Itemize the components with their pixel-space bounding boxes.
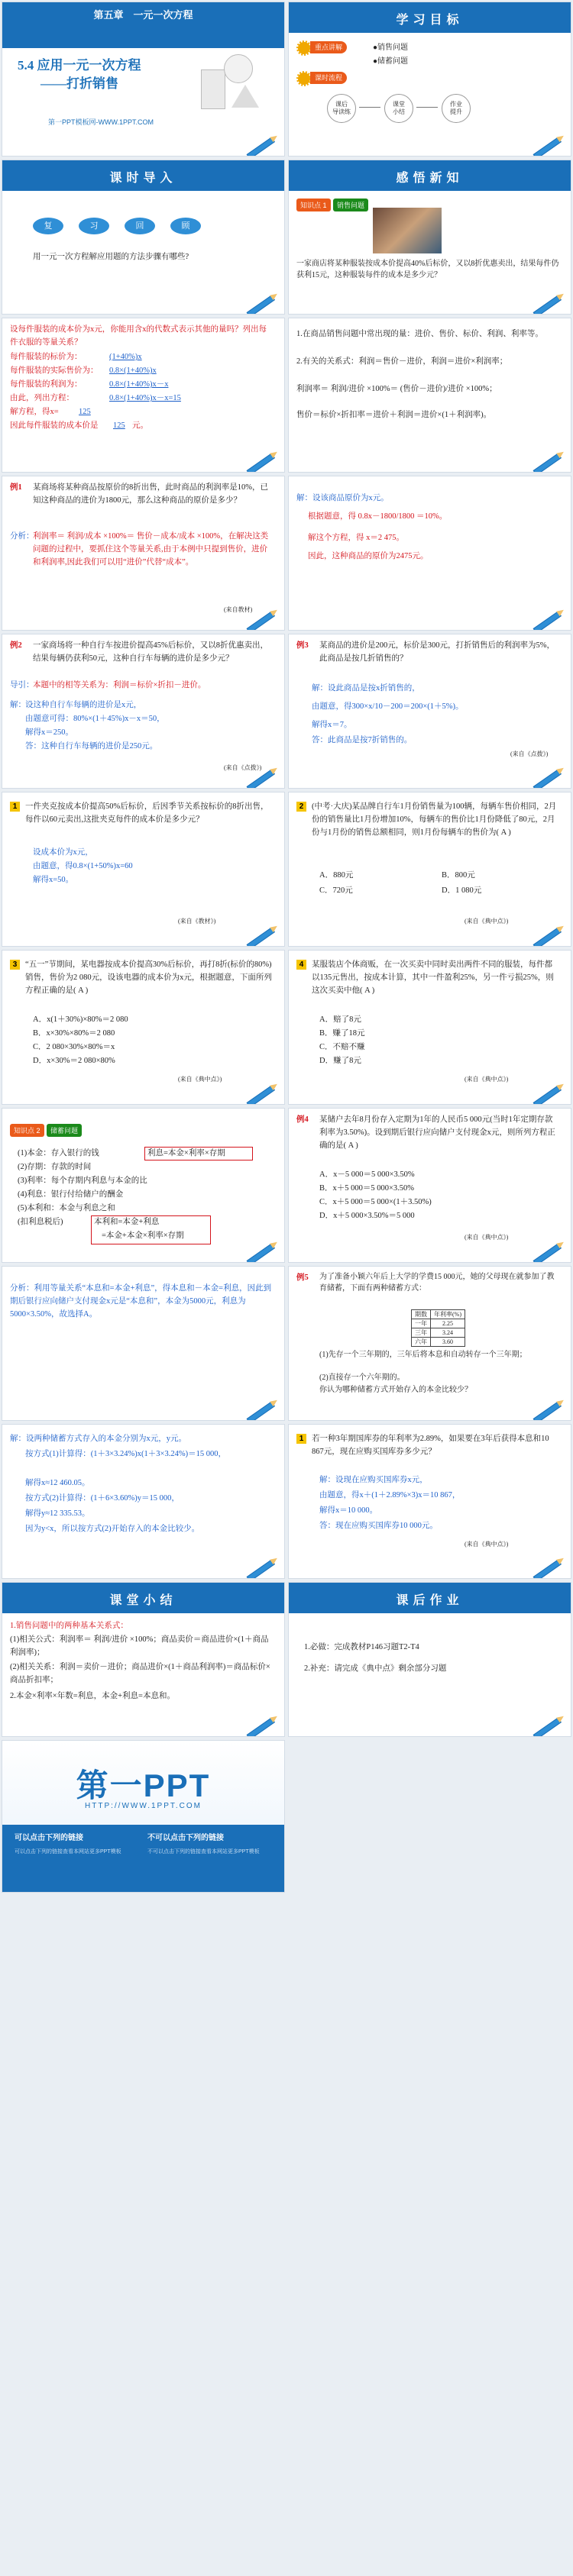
practice-question: 若一种3年期国库券的年利率为2.89%，如果要在3年后获得本息和10 867元，现在应购买国库券多少元？: [312, 1435, 549, 1456]
slide-header-title: 课后作业: [396, 1594, 464, 1607]
summary-line-1: 1.销售问题中的两种基本关系式：: [10, 1622, 128, 1630]
pencil-icon: [531, 922, 567, 947]
option-c: C．720元: [319, 886, 353, 895]
pencil-icon: [244, 131, 280, 157]
practice-question: 某服装店个体商贩，在一次买卖中同时卖出两件不同的服装，每件都以135元售出，按成本计算，其中一件盈利25%，另一件亏损25%，则这次买卖中他( A ): [312, 960, 554, 995]
term-total: (5)本利和：本金与利息之和: [18, 1204, 115, 1212]
term-interest: (4)利息：银行付给储户的酬金: [18, 1190, 124, 1199]
knowledge-badge: 知识点 1: [296, 199, 331, 211]
pencil-icon: [244, 922, 280, 947]
solution-line-1: 解：设现在应购买国库券x元，: [319, 1476, 428, 1484]
summary-line-4: 2.本金×利率×年数=利息，本金+利息=本息和。: [10, 1692, 175, 1700]
analysis-text: 利润率＝ 利润/成本 ×100%＝ 售价－成本/成本 ×100%，在解决这类问题的过程中，要抓住这个等量关系,由于本例中只提到售价，进价和利润率,因此我们可以用“进价”代替“成本”。: [33, 532, 269, 567]
source-note: (来自《典中点》): [465, 918, 509, 925]
solution-line-2: 由题意，得300×x/10－200＝200×(1＋5%)。: [312, 702, 464, 711]
formula-3: 利润率＝ 利润/进价 ×100%＝ (售价－进价)/进价 ×100%；: [296, 385, 497, 393]
example-label: 例3: [296, 641, 309, 650]
homework-1: 1.必做：完成教材P146习题T2-T4: [304, 1643, 419, 1651]
flow-step-1: 课后 导读练: [327, 94, 356, 123]
slide-sales-formulas[interactable]: [288, 318, 571, 473]
solution-line-1: 解：设两种储蓄方式存入的本金分别为x元，y元。: [10, 1435, 186, 1443]
pencil-icon: [244, 447, 280, 473]
value-profit: 0.8×(1+40%)x－x: [109, 380, 169, 389]
option-d: D．赚了8元: [319, 1057, 361, 1065]
label-profit: 每件服装的利润为：: [10, 380, 83, 389]
knowledge-topic: 销售问题: [333, 199, 368, 211]
pencil-icon: [244, 289, 280, 315]
lesson-subtitle: ——打折销售: [40, 76, 118, 91]
table-header: 年利率(%): [431, 1310, 465, 1319]
solution-line-1: 解：设此商品是按x折销售的，: [312, 684, 420, 692]
pencil-icon: [531, 605, 567, 631]
slide-example-5[interactable]: [288, 1266, 571, 1421]
example-question: 某商品的进价是200元，标价是300元，打折销售后的利润率为5%，此商品是按几折销售的？: [319, 641, 555, 663]
flow-step-2: 课堂 小结: [384, 94, 413, 123]
value-solve: 125: [79, 408, 91, 416]
question-number: 4: [296, 960, 306, 970]
option-1: (1)先存一个三年期的，三年后将本息和自动转存一个三年期；: [319, 1351, 527, 1359]
slide-header: [289, 1583, 571, 1613]
solution-line-3: 解得x=50。: [33, 876, 74, 884]
formula-2: 2.有关的关系式：利润＝售价－进价，利润＝进价×利润率；: [296, 357, 508, 366]
link-caption-2: 不可以点击下列的链接: [147, 1834, 224, 1842]
review-word-2: 习: [79, 218, 109, 234]
slide-brand[interactable]: [2, 1740, 285, 1893]
pencil-icon: [531, 1712, 567, 1738]
goal-sales: ●销售问题: [373, 44, 409, 52]
solution-line-2: 根据题意，得 0.8x－1800/1800 ＝10%。: [308, 512, 448, 521]
solution-label: 解：: [10, 701, 26, 709]
link-note-2: 不可以点击下列的链接查看本网站更多PPT模板: [147, 1849, 260, 1855]
slide-example-5-solution[interactable]: [2, 1424, 285, 1579]
option-b: B．赚了18元: [319, 1029, 365, 1038]
option-a: A．x(1＋30%)×80%＝2 080: [33, 1015, 128, 1024]
option-d: D．x＋5 000×3.50%＝5 000: [319, 1212, 415, 1220]
summary-line-3: (2)相关关系：利润＝卖价－进价；商品进价×(1＋商品利润率)＝商品标价×商品折扣率；: [10, 1663, 270, 1684]
chapter-title: 第五章 一元一次方程: [93, 9, 193, 21]
analysis-text: 分析：利用等量关系“本息和=本金+利息”，得本息和－本金=利息，因此到期后银行应向储户支付现金x元是“本息和”，本金为5000元，利息为5000×3.50%，故选择A。: [10, 1284, 272, 1319]
slide-example-3[interactable]: [288, 634, 571, 789]
example-question: 某商场将某种商品按原价的8折出售，此时商品的利润率是10%，已知这种商品的进价为1800元，那么这种商品的原价是多少？: [33, 483, 268, 505]
question-number: 2: [296, 802, 306, 812]
pencil-icon: [531, 1396, 567, 1421]
slide-summary[interactable]: [2, 1582, 285, 1737]
option-b: B．800元: [442, 871, 475, 880]
sales-problem: 一家商店将某种服装按成本价提高40%后标价，又以8折优惠卖出，结果每件仍获利15元，这种服装每件的成本是多少元？: [296, 260, 559, 279]
formula-1: 1.在商品销售问题中常出现的量：进价、售价、标价、利润、利率等。: [296, 330, 543, 338]
pencil-icon: [531, 1554, 567, 1579]
label-solve: 解方程，得x=: [10, 408, 59, 416]
pencil-icon: [244, 1238, 280, 1263]
example-label: 例2: [10, 641, 22, 650]
value-equation: 0.8×(1+40%)x－x=15: [109, 394, 181, 402]
solution-line-4: 因此，这种商品的原价为2475元。: [308, 552, 429, 560]
slide-header: [2, 160, 284, 191]
term-after-tax: (扣利息税后): [18, 1218, 63, 1226]
interest-formula: 利息=本金×利率×存期: [147, 1149, 225, 1157]
slide-intro[interactable]: [2, 160, 285, 315]
term-period: (2)存期：存款的时间: [18, 1163, 92, 1171]
setup-text: 设每件服装的成本价为x元，你能用含x的代数式表示其他的量吗？列出每件衣服的等量关系？: [10, 325, 267, 347]
example-question: 某储户去年8月份存入定期为1年的人民币5 000元(当时1年定期存款利率为3.50%)。设到期后银行应向储户支付现金x元，则所列方程正确的是( A ): [319, 1115, 555, 1150]
solution-line-1: 解：设该商品原价为x元。: [296, 494, 389, 502]
review-word-4: 顾: [170, 218, 201, 234]
geometric-shapes-image: [193, 47, 262, 115]
solution-line-2: 由题意，得0.8×(1+50%)x=60: [33, 862, 133, 870]
source-note: (来自《点拨》): [224, 764, 262, 771]
slide-header-title: 感悟新知: [396, 172, 464, 185]
slide-practice-3[interactable]: [2, 950, 285, 1105]
flow-step-3: 作业 提升: [442, 94, 471, 123]
link-caption-1: 可以点击下列的链接: [15, 1834, 83, 1842]
guide-label: 导引：: [10, 681, 34, 689]
pencil-icon: [244, 1396, 280, 1421]
table-header: 期数: [412, 1310, 431, 1319]
value-conclusion: 125: [113, 421, 125, 430]
solution-line-1: 设这种自行车每辆的进价是x元，: [25, 701, 142, 709]
slide-header: [289, 2, 571, 33]
guide-text: 本题中的相等关系为：利润＝标价×折扣－进价。: [33, 681, 206, 689]
source-note: (来自《典中点》): [465, 1541, 509, 1548]
slide-header-title: 课堂小结: [109, 1594, 177, 1607]
option-a: A．880元: [319, 871, 354, 880]
tag-key-points: 重点讲解: [310, 41, 347, 53]
source-note: (来自《典中点》): [465, 1076, 509, 1083]
slide-header: [2, 1583, 284, 1613]
option-d: D．x×30%＝2 080×80%: [33, 1057, 115, 1065]
lesson-title: 5.4 应用一元一次方程: [18, 58, 141, 73]
slide-savings-knowledge[interactable]: [2, 1108, 285, 1263]
source-note: (来自《教材》): [178, 918, 216, 925]
example-label: 例4: [296, 1115, 309, 1124]
review-question: 用一元一次方程解应用题的方法步骤有哪些?: [33, 253, 189, 261]
total-formula-1: 本利和=本金+利息: [94, 1218, 160, 1226]
option-d: D．1 080元: [442, 886, 482, 895]
solution-line-5: 解得y≈12 335.53。: [25, 1509, 90, 1518]
knowledge-badge: 知识点 2: [10, 1124, 44, 1137]
label-yuan: 元。: [132, 421, 148, 430]
slide-header: [289, 160, 571, 191]
slide-header-title: 学习目标: [396, 14, 464, 27]
review-word-3: 回: [125, 218, 155, 234]
label-conclusion: 因此每件服装的成本价是: [10, 421, 99, 430]
site-credit: 第一PPT模板网-WWW.1PPT.COM: [48, 118, 154, 126]
question-number: 1: [10, 802, 20, 812]
table-cell: 3.60: [431, 1338, 465, 1347]
solution-line-2: 按方式(1)计算得：(1＋3×3.24%)x(1＋3×3.24%)＝15 000，: [25, 1450, 226, 1458]
label-marked-price: 每件服装的标价为：: [10, 353, 83, 361]
example-label: 例1: [10, 483, 22, 492]
link-note-1[interactable]: 可以点击下列的链接查看本网站更多PPT模板: [15, 1849, 121, 1855]
slide-header-title: 课时导入: [109, 172, 177, 185]
shop-photo: [373, 208, 442, 253]
pencil-icon: [531, 1080, 567, 1105]
value-actual-price: 0.8×(1+40%)x: [109, 366, 157, 375]
slide-practice-2[interactable]: [288, 792, 571, 947]
tag-lesson-flow: 课时流程: [310, 72, 347, 84]
pencil-icon: [531, 763, 567, 789]
example-question: 一家商场将一种自行车按进价提高45%后标价，又以8折优惠卖出，结果每辆仍获利50元，这种自行车每辆的进价是多少元？: [33, 641, 268, 663]
table-cell: 3.24: [431, 1328, 465, 1338]
source-note: (来自《典中点》): [178, 1076, 222, 1083]
option-b: B．x＋5 000＝5 000×3.50%: [319, 1184, 415, 1193]
practice-question: 一件夹克按成本价提高50%后标价，后因季节关系按标价的8折出售，每件以60元卖出,这批夹克每件的成本价是多少元？: [25, 802, 269, 824]
slide-example-1[interactable]: [2, 476, 285, 631]
analysis-label: 分析：: [10, 532, 34, 541]
gear-icon: [296, 71, 312, 86]
question-number: 1: [296, 1434, 306, 1444]
brand-url[interactable]: HTTP://WWW.1PPT.COM: [85, 1802, 202, 1810]
question-number: 3: [10, 960, 20, 970]
solution-line-4: 答：现在应购买国库券10 000元。: [319, 1522, 438, 1530]
gear-icon: [296, 40, 312, 56]
option-c: C．x＋5 000＝5 000×(1＋3.50%): [319, 1198, 432, 1206]
option-c: C．不赔不赚: [319, 1043, 365, 1051]
arrow-icon: [359, 107, 380, 108]
goal-savings: ●储蓄问题: [373, 57, 409, 66]
solution-line-1: 设成本价为x元，: [33, 848, 93, 857]
table-cell: 六年: [412, 1338, 431, 1347]
solution-line-3: 解得x＝10 000。: [319, 1506, 378, 1515]
source-note: (来自教材): [224, 606, 253, 613]
table-cell: 一年: [412, 1319, 431, 1328]
arrow-icon: [416, 107, 438, 108]
knowledge-topic: 储蓄问题: [47, 1124, 82, 1137]
slide-homework[interactable]: [288, 1582, 571, 1737]
pencil-icon: [531, 131, 567, 157]
interest-rate-table: [411, 1309, 465, 1347]
slide-example-1-solution[interactable]: [288, 476, 571, 631]
solution-line-3: 解得x＝7。: [312, 721, 352, 729]
slide-practice-4[interactable]: [288, 950, 571, 1105]
pencil-icon: [531, 1238, 567, 1263]
practice-question: (中考·大庆)某品牌自行车1月份销售量为100辆，每辆车售价相同，2月份的销售量比1月份增加10%，每辆车的售价比1月份降低了80元，2月份与1月份的销售总额相同，则1月份每辆车的售价为( A ): [312, 802, 557, 837]
example-question: 为了准备小颖六年后上大学的学费15 000元，她的父母现在就参加了教育储蓄，下面有两种储蓄方式：: [319, 1273, 555, 1293]
slide-new-knowledge[interactable]: [288, 160, 571, 315]
term-rate: (3)利率：每个存期内利息与本金的比: [18, 1177, 147, 1185]
homework-2: 2.补充：请完成《典中点》剩余部分习题: [304, 1664, 447, 1673]
slide-learning-goals[interactable]: [288, 2, 571, 157]
slide-example-2[interactable]: [2, 634, 285, 789]
slide-cover[interactable]: [2, 2, 285, 157]
solution-line-4: 按方式(2)计算得：(1＋6×3.60%)y＝15 000，: [25, 1494, 180, 1503]
solution-line-2: 由题意可得：80%×(1＋45%)x－x＝50，: [25, 715, 165, 723]
term-principal: (1)本金：存入银行的钱: [18, 1149, 99, 1157]
pencil-icon: [531, 289, 567, 315]
table-cell: 三年: [412, 1328, 431, 1338]
solution-line-3: 解这个方程，得 x＝2 475。: [308, 534, 404, 542]
slide-solution-steps[interactable]: [2, 318, 285, 473]
solution-line-3: 解得x≈12 460.05。: [25, 1479, 90, 1487]
slide-practice-5[interactable]: [288, 1424, 571, 1579]
brand-logo: 第一PPT: [76, 1767, 211, 1803]
option-2: (2)直接存一个六年期的。: [319, 1374, 405, 1382]
source-note: (来自《点拨》): [510, 751, 549, 757]
slide-example-4[interactable]: [288, 1108, 571, 1263]
formula-4: 售价＝标价×折扣率＝进价＋利润＝进价×(1＋利润率)。: [296, 411, 492, 419]
pencil-icon: [531, 447, 567, 473]
example-label: 例5: [296, 1273, 309, 1282]
option-a: A．赔了8元: [319, 1015, 361, 1024]
slide-practice-1[interactable]: [2, 792, 285, 947]
option-a: A．x－5 000＝5 000×3.50%: [319, 1170, 415, 1179]
review-word-1: 复: [33, 218, 63, 234]
label-actual-price: 每件服装的实际售价为：: [10, 366, 99, 375]
solution-line-2: 由题意，得x＋(1＋2.89%×3)x＝10 867，: [319, 1491, 461, 1499]
final-question: 你认为哪种储蓄方式开始存入的本金比较少？: [319, 1386, 472, 1394]
slide-example-4-analysis[interactable]: [2, 1266, 285, 1421]
solution-line-3: 解得x＝250。: [25, 728, 73, 737]
source-note: (来自《典中点》): [465, 1234, 509, 1241]
value-marked-price: (1+40%)x: [109, 353, 142, 361]
pencil-icon: [244, 1554, 280, 1579]
pencil-icon: [244, 1712, 280, 1738]
option-c: C．2 080×30%×80%＝x: [33, 1043, 115, 1051]
total-formula-2: =本金+本金×利率×存期: [102, 1232, 184, 1240]
summary-line-2: (1)相关公式：利润率＝ 利润/进价 ×100%；商品卖价＝商品进价×(1＋商品利润率)；: [10, 1635, 269, 1657]
practice-question: “五一”节期间，某电器按成本价提高30%后标价，再打8折(标价的80%)销售，售价为2 080元，设该电器的成本价为x元，根据题意，下面所列方程正确的是( A ): [25, 960, 272, 995]
solution-line-6: 因为y<x，所以按方式(2)开始存入的本金比较少。: [25, 1525, 200, 1533]
solution-line-4: 答：这种自行车每辆的进价是250元。: [25, 742, 158, 751]
option-b: B．x×30%×80%＝2 080: [33, 1029, 115, 1038]
label-equation: 由此，列出方程：: [10, 394, 74, 402]
pencil-icon: [244, 1080, 280, 1105]
table-cell: 2.25: [431, 1319, 465, 1328]
solution-line-4: 答：此商品是按7折销售的。: [312, 736, 413, 744]
